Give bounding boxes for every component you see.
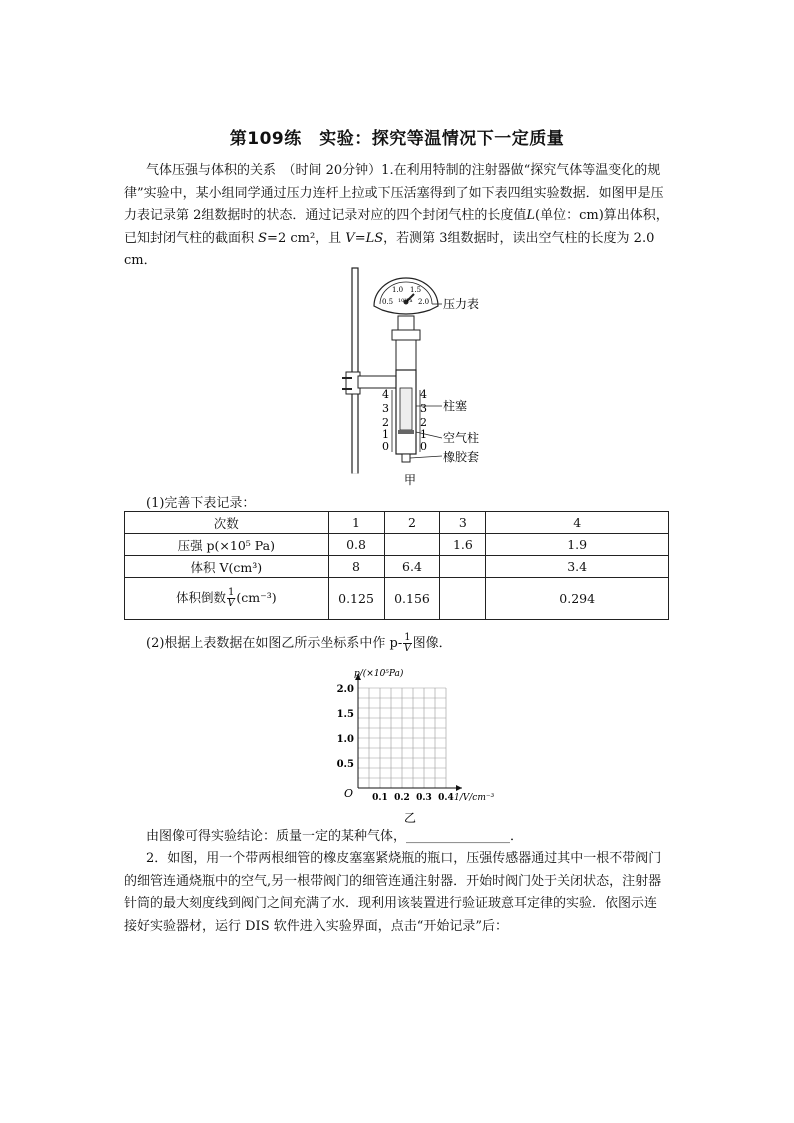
chart-caption: 乙 — [404, 811, 417, 825]
dial-num-10: 1.0 — [392, 286, 404, 294]
table-row — [125, 556, 669, 578]
x-tick-label: 0.3 — [416, 793, 432, 803]
q2-tail: 图像． — [412, 636, 452, 651]
q2-fraction — [403, 633, 411, 654]
record-table — [124, 511, 669, 620]
label-gauge: 压力表 — [443, 297, 480, 311]
table-row — [125, 578, 669, 620]
scale-right-0: 0 — [420, 440, 427, 453]
scale-right-4: 4 — [420, 388, 427, 401]
pressure-cell: 1.9 — [486, 534, 669, 556]
dial-num-20: 2.0 — [418, 298, 430, 306]
q2-text: (2)根据上表数据在如图乙所示坐标系中作 p- — [146, 636, 403, 651]
page-title: 第109练 实验：探究等温情况下一定质量 — [229, 129, 565, 149]
y-tick-label: 1.5 — [336, 709, 354, 720]
intro-var-ls: LS — [365, 230, 384, 246]
inverse-cell: 0.294 — [486, 578, 669, 620]
inverse-cell: 0.156 — [384, 578, 440, 620]
count-cell: 2 — [384, 512, 440, 534]
y-tick-label: 0.5 — [336, 759, 354, 770]
x-tick-label: 0.4 — [438, 793, 454, 803]
volume-cell: 6.4 — [384, 556, 440, 578]
question-2-paragraph: 2．如图，用一个带两根细管的橡皮塞塞紧烧瓶的瓶口，压强传感器通过其中一根不带阀门的细管连通烧瓶中的空气,另一根带阀门的细管连通注射器．开始时阀门处于关闭状态，注射器针筒的最大刻度线到阀门之间充满了水．现利用该装置进行验证玻意耳定律的实验．依图示连接好实验器材，运行 DIS 软件进入实验界面，点击“开始记录”后： — [124, 851, 662, 934]
origin-label: O — [344, 787, 354, 800]
intro-var-s: S — [258, 230, 268, 246]
scale-right-1: 1 — [420, 428, 427, 441]
figure-yi-chart — [320, 664, 500, 828]
intro-tail: ，若测第 3组数据时，读出空气柱的长度为 2.0 cm． — [124, 230, 655, 268]
count-cell: 3 — [440, 512, 486, 534]
x-tick-label: 0.2 — [394, 793, 410, 803]
scale-left-1: 1 — [382, 428, 389, 441]
y-tick-label: 1.0 — [336, 734, 354, 745]
row-label-pressure: 压强 p(×10⁵ Pa) — [125, 534, 329, 556]
scale-left-4: 4 — [382, 388, 389, 401]
intro-var-l: L — [526, 208, 536, 223]
dial-num-05: 0.5 — [382, 298, 394, 306]
pressure-cell: 0.8 — [328, 534, 384, 556]
question-2-label — [146, 632, 452, 654]
scale-left-2: 2 — [382, 416, 389, 429]
scale-right-2: 2 — [420, 416, 427, 429]
x-tick-label: 0.1 — [372, 793, 388, 803]
figure-jia-caption: 甲 — [404, 473, 417, 487]
label-air-column: 空气柱 — [443, 431, 480, 445]
scale-left-0: 0 — [382, 440, 389, 453]
count-cell: 1 — [328, 512, 384, 534]
volume-cell: 3.4 — [486, 556, 669, 578]
inverse-label-text: 体积倒数 — [175, 590, 226, 605]
pressure-gauge — [374, 278, 438, 314]
inverse-fraction — [227, 588, 235, 609]
pressure-cell: 1.6 — [440, 534, 486, 556]
intro-var-v: V — [345, 230, 355, 246]
inverse-unit: (cm⁻³) — [236, 590, 277, 605]
row-label-volume: 体积 V(cm³) — [125, 556, 329, 578]
x-axis-arrow — [456, 785, 462, 791]
dial-unit: 10⁵Pa — [398, 298, 413, 304]
dial-num-15: 1.5 — [410, 286, 422, 294]
inverse-cell — [440, 578, 486, 620]
question-1-label: (1)完善下表记录： — [146, 496, 256, 511]
count-cell: 4 — [486, 512, 669, 534]
chart-grid — [358, 688, 446, 788]
volume-cell — [440, 556, 486, 578]
y-tick-label: 2.0 — [336, 684, 354, 695]
row-label-inverse — [125, 578, 329, 620]
figure-jia — [340, 266, 500, 488]
table-row — [125, 534, 669, 556]
y-axis-label: p/(×10⁵Pa) — [354, 669, 404, 679]
fraction-numerator: 1 — [404, 632, 411, 643]
intro-lead: 气体压强与体积的关系 （时间 20分钟）1.在利用特制的注射器做“探究气体等温变化的规律”实验中，某小组同学通过压力连杆上拉或下压活塞得到了如下表四组实验数据．如图甲是压力表记录第 2组数据时的状态．通过记录对应的四个封闭气柱的长度值 — [124, 163, 664, 223]
intro-paragraph — [124, 160, 669, 273]
table-row — [125, 512, 669, 534]
intro-eq: = — [354, 230, 366, 246]
pressure-cell — [384, 534, 440, 556]
fraction-numerator: 1 — [227, 587, 235, 598]
scale-left-3: 3 — [382, 402, 389, 415]
x-axis-label: 1/V/cm⁻³ — [454, 793, 495, 803]
intro-s-value: =2 cm²，且 — [267, 230, 346, 246]
fraction-denominator: V — [227, 598, 235, 609]
inverse-cell: 0.125 — [328, 578, 384, 620]
intro-unit-text: (单位：cm)算出体积，已知封闭气柱的截面积 — [124, 208, 669, 246]
chart-axes — [337, 674, 462, 803]
label-plunger: 柱塞 — [443, 399, 468, 413]
label-rubber: 橡胶套 — [443, 450, 480, 464]
fraction-denominator: V — [403, 643, 412, 654]
scale-right-3: 3 — [420, 402, 427, 415]
volume-cell: 8 — [328, 556, 384, 578]
conclusion-text: 由图像可得实验结论：质量一定的某种气体，________________． — [146, 829, 524, 844]
row-label-count: 次数 — [125, 512, 329, 534]
